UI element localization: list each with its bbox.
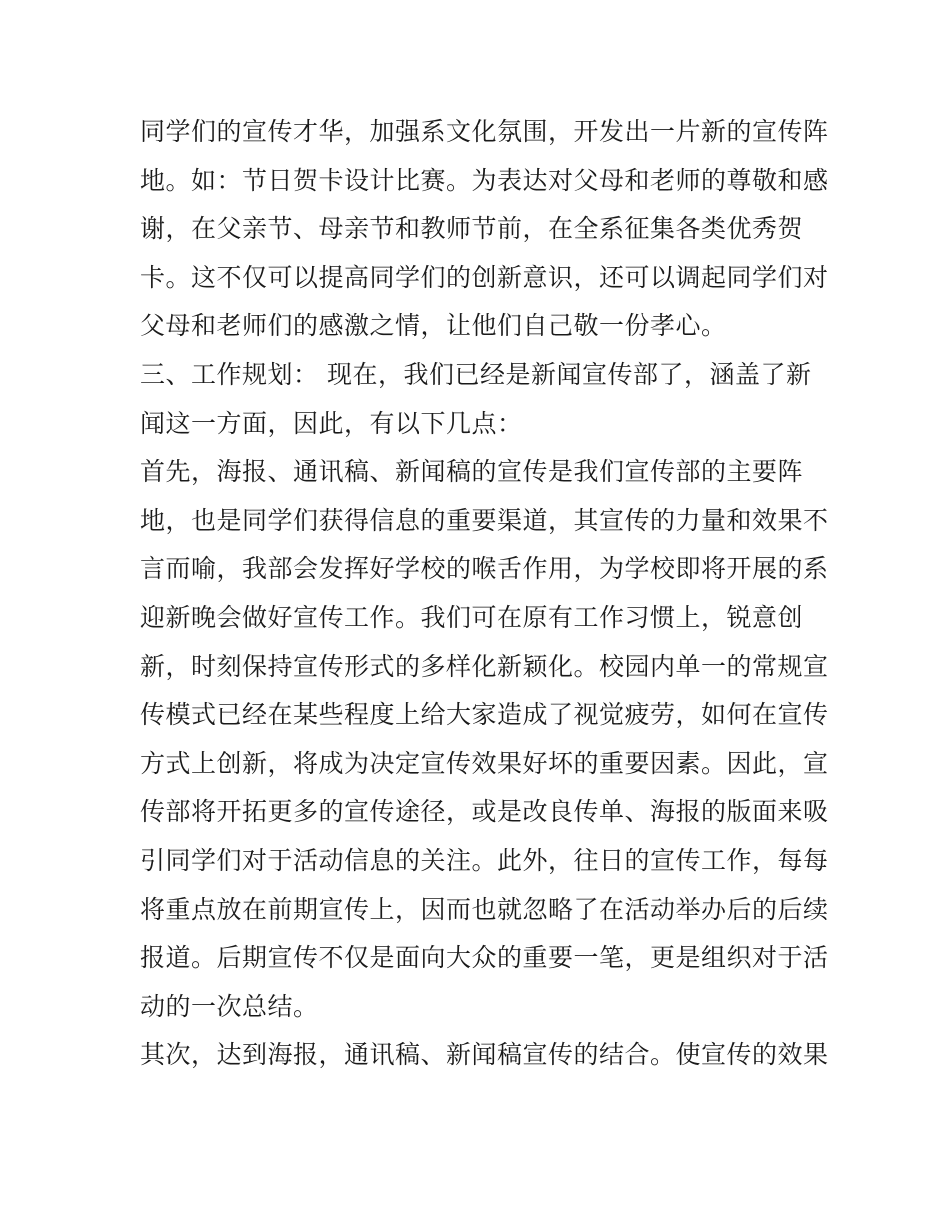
text-line: 地。如：节日贺卡设计比赛。为表达对父母和老师的尊敬和感 (140, 165, 829, 195)
document-body (140, 108, 829, 1080)
section-heading-line: 三、工作规划： 现在，我们已经是新闻宣传部了，涵盖了新 (140, 359, 812, 389)
text-line: 动的一次总结。 (140, 991, 319, 1021)
text-line: 报道。后期宣传不仅是面向大众的重要一笔，更是组织对于活 (140, 943, 829, 973)
text-line: 父母和老师们的感激之情，让他们自己敬一份孝心。 (140, 311, 727, 341)
text-line: 地，也是同学们获得信息的重要渠道，其宣传的力量和效果不 (140, 505, 829, 535)
text-line: 卡。这不仅可以提高同学们的创新意识，还可以调起同学们对 (140, 262, 829, 292)
text-line: 方式上创新，将成为决定宣传效果好坏的重要因素。因此，宣 (140, 748, 829, 778)
text-line: 谢，在父亲节、母亲节和教师节前，在全系征集各类优秀贺 (140, 214, 804, 244)
text-line: 首先，海报、通讯稿、新闻稿的宣传是我们宣传部的主要阵 (140, 457, 804, 487)
text-line: 传部将开拓更多的宣传途径，或是改良传单、海报的版面来吸 (140, 797, 829, 827)
text-line: 闻这一方面，因此，有以下几点： (140, 408, 523, 438)
text-line: 言而喻，我部会发挥好学校的喉舌作用，为学校即将开展的系 (140, 554, 829, 584)
text-line: 将重点放在前期宣传上，因而也就忽略了在活动举办后的后续 (140, 894, 829, 924)
text-line: 其次，达到海报，通讯稿、新闻稿宣传的结合。使宣传的效果 (140, 1040, 829, 1070)
text-line: 引同学们对于活动信息的关注。此外，往日的宣传工作，每每 (140, 845, 829, 875)
text-line: 传模式已经在某些程度上给大家造成了视觉疲劳，如何在宣传 (140, 700, 829, 730)
text-line: 新，时刻保持宣传形式的多样化新颖化。校园内单一的常规宣 (140, 651, 829, 681)
text-line: 迎新晚会做好宣传工作。我们可在原有工作习惯上，锐意创 (140, 602, 804, 632)
text-line: 同学们的宣传才华，加强系文化氛围，开发出一片新的宣传阵 (140, 117, 829, 146)
